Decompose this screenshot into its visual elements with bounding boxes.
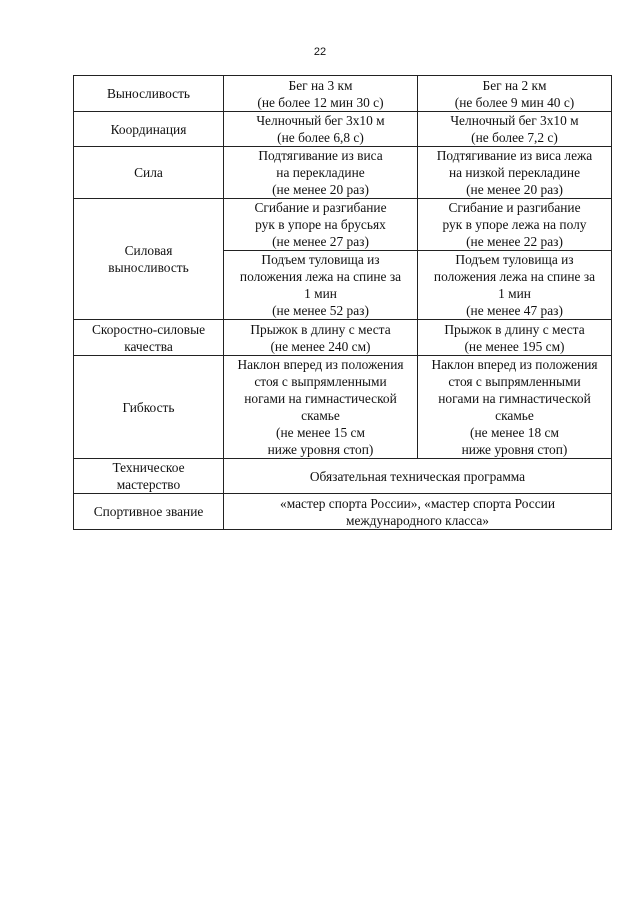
women-norm-cell [418, 112, 612, 147]
quality-cell [74, 76, 224, 112]
cell-line: 1 мин [304, 286, 337, 301]
cell-line: стоя с выпрямленными [254, 374, 387, 389]
cell-line: (не менее 22 раз) [466, 234, 563, 249]
men-norm-cell [224, 76, 418, 112]
cell-line: (не менее 20 раз) [272, 182, 369, 197]
cell-line: (не менее 240 см) [270, 338, 371, 354]
cell-line: Выносливость [106, 86, 191, 101]
cell-line: Прыжок в длину с места [250, 321, 391, 337]
cell-line: положения лежа на спине за [239, 269, 402, 284]
cell-line: Сгибание и разгибание [254, 200, 387, 215]
cell-line: Гибкость [122, 399, 175, 415]
shared-norm-cell [224, 459, 612, 494]
men-norm-cell [224, 112, 418, 147]
cell-line: Техническое [112, 460, 185, 475]
cell-line: Наклон вперед из положения [431, 357, 598, 372]
cell-line: (не менее 52 раз) [272, 303, 369, 318]
cell-line: (не менее 47 раз) [466, 303, 563, 318]
cell-line: Прыжок в длину с места [444, 321, 585, 337]
table-row-technical-mastery [74, 459, 612, 494]
quality-cell [74, 320, 224, 356]
cell-line: положения лежа на спине за [433, 269, 596, 284]
table-row-strength-endurance [74, 199, 612, 251]
men-norm-cell [224, 320, 418, 356]
cell-line: Бег на 2 км [482, 77, 547, 93]
table-row-flexibility [74, 356, 612, 459]
cell-line: ногами на гимнастической [244, 391, 397, 406]
cell-line: ногами на гимнастической [438, 391, 591, 406]
cell-line: Подъем туловища из [455, 252, 574, 267]
women-norm-cell [418, 320, 612, 356]
cell-line: стоя с выпрямленными [448, 374, 581, 389]
cell-line: Наклон вперед из положения [237, 357, 404, 372]
cell-line: (не менее 15 см [276, 425, 365, 440]
cell-line: (не более 7,2 с) [471, 130, 558, 145]
table-row-endurance [74, 76, 612, 112]
cell-line: Силовая [124, 243, 173, 258]
cell-line: на низкой перекладине [448, 165, 581, 180]
cell-line: международного класса» [346, 512, 489, 528]
quality-cell [74, 459, 224, 494]
norms-table [73, 75, 612, 530]
cell-line: качества [124, 338, 173, 354]
quality-cell [74, 494, 224, 530]
cell-line: мастерство [116, 477, 181, 492]
women-norm-cell [418, 251, 612, 320]
table-row-strength [74, 147, 612, 199]
cell-line: (не более 12 мин 30 с) [257, 94, 384, 110]
cell-line: ниже уровня стоп) [461, 442, 568, 457]
cell-line: (не менее 27 раз) [272, 234, 369, 249]
cell-line: Координация [110, 121, 187, 137]
women-norm-cell [418, 147, 612, 199]
quality-cell [74, 112, 224, 147]
women-norm-cell [418, 356, 612, 459]
cell-line: 1 мин [498, 286, 531, 301]
quality-cell [74, 147, 224, 199]
shared-norm-cell [224, 494, 612, 530]
page-number: 22 [313, 46, 327, 58]
women-norm-cell [418, 199, 612, 251]
cell-line: Обязательная техническая программа [309, 468, 526, 484]
men-norm-cell [224, 356, 418, 459]
men-norm-cell [224, 251, 418, 320]
table-row-speed-strength [74, 320, 612, 356]
cell-line: (не менее 18 см [470, 425, 559, 440]
cell-line: Челночный бег 3x10 м [256, 113, 385, 128]
cell-line: (не более 6,8 с) [277, 130, 364, 145]
women-norm-cell [418, 76, 612, 112]
cell-line: скамье [495, 408, 534, 423]
cell-line: Бег на 3 км [288, 77, 353, 93]
cell-line: Спортивное звание [93, 504, 204, 519]
cell-line: (не менее 195 см) [464, 338, 565, 354]
cell-line: Скоростно-силовые [91, 321, 206, 337]
cell-line: рук в упоре на брусьях [255, 217, 386, 232]
quality-cell [74, 199, 224, 320]
cell-line: Подъем туловища из [261, 252, 380, 267]
cell-line: скамье [301, 408, 340, 423]
cell-line: выносливость [108, 260, 189, 275]
cell-line: Сгибание и разгибание [448, 200, 581, 215]
cell-line: Сила [134, 165, 163, 180]
cell-line: рук в упоре лежа на полу [442, 217, 587, 232]
cell-line: Подтягивание из виса [258, 148, 383, 163]
table-row-sport-title [74, 494, 612, 530]
men-norm-cell [224, 147, 418, 199]
cell-line: Челночный бег 3x10 м [450, 113, 579, 128]
cell-line: ниже уровня стоп) [267, 442, 374, 457]
cell-line: (не менее 20 раз) [466, 182, 563, 197]
men-norm-cell [224, 199, 418, 251]
cell-line: на перекладине [276, 165, 365, 180]
table-row-coordination [74, 112, 612, 147]
cell-line: Подтягивание из виса лежа [436, 148, 593, 163]
cell-line: (не более 9 мин 40 с) [454, 94, 575, 110]
quality-cell [74, 356, 224, 459]
cell-line: «мастер спорта России», «мастер спорта России [280, 495, 555, 511]
